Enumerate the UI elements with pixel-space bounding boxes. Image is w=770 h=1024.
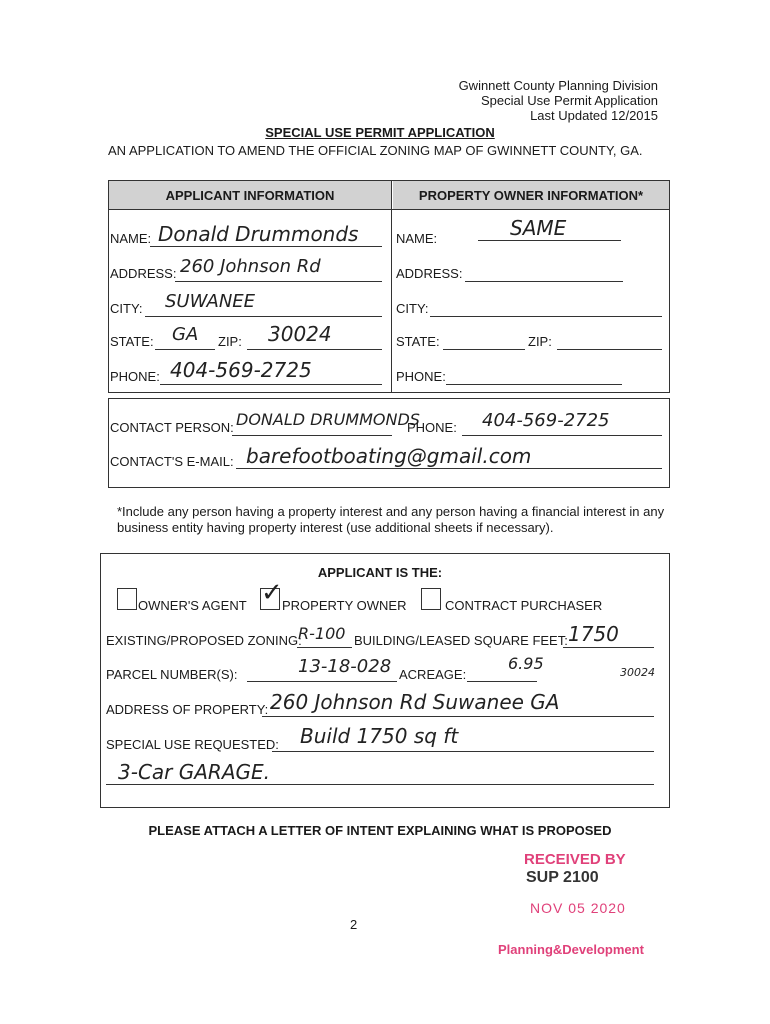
column-divider [391, 181, 392, 392]
owner-address-line[interactable] [465, 281, 623, 282]
footnote: *Include any person having a property interest and any person having a financial interest in any business entity having property interest (use additional sheets if necessary). [117, 504, 665, 535]
applicant-address-line [175, 281, 382, 282]
applicant-name-label: NAME: [110, 231, 152, 246]
applicant-state-value[interactable]: GA [172, 324, 199, 345]
owner-zip-line[interactable] [557, 349, 662, 350]
parcel-line [247, 681, 397, 682]
zoning-value[interactable]: R-100 [298, 624, 346, 643]
applicant-heading: APPLICANT INFORMATION [109, 181, 391, 209]
owner-name-line [478, 240, 621, 241]
applicant-is-heading: APPLICANT IS THE: [317, 565, 443, 580]
owner-city-label: CITY: [396, 301, 429, 316]
applicant-zip-value[interactable]: 30024 [268, 322, 332, 346]
acreage-label: ACREAGE: [399, 667, 467, 682]
owner-address-label: ADDRESS: [396, 266, 463, 281]
special-use-line-2 [106, 784, 654, 785]
zoning-label: EXISTING/PROPOSED ZONING: [106, 633, 302, 648]
contact-email-line [236, 468, 662, 469]
applicant-phone-label: PHONE: [110, 369, 160, 384]
parcel-value[interactable]: 13-18-028 [298, 656, 392, 677]
contact-phone-label: PHONE: [407, 420, 457, 435]
received-stamp: RECEIVED BY [524, 851, 626, 868]
special-use-line [272, 751, 654, 752]
owner-name-label: NAME: [396, 231, 438, 246]
contract-purchaser-checkbox[interactable] [421, 588, 441, 610]
applicant-address-value[interactable]: 260 Johnson Rd [180, 256, 321, 277]
acreage-line [467, 681, 537, 682]
special-use-value-2[interactable]: 3-Car GARAGE. [118, 760, 270, 784]
form-subtitle: AN APPLICATION TO AMEND THE OFFICIAL ZONING MAP OF GWINNETT COUNTY, GA. [108, 143, 643, 158]
property-address-label: ADDRESS OF PROPERTY: [106, 702, 269, 717]
contract-purchaser-label: CONTRACT PURCHASER [445, 598, 603, 613]
property-address-line [262, 716, 654, 717]
page-number: 2 [350, 917, 358, 932]
owner-city-line[interactable] [430, 316, 662, 317]
zoning-line [297, 647, 352, 648]
contact-email-label: CONTACT'S E-MAIL: [110, 454, 234, 469]
applicant-address-label: ADDRESS: [110, 266, 177, 281]
applicant-name-line [150, 246, 382, 247]
owner-phone-line[interactable] [446, 384, 622, 385]
owner-zip-label: ZIP: [528, 334, 552, 349]
contact-phone-value[interactable]: 404-569-2725 [482, 410, 610, 431]
owners-agent-checkbox[interactable] [117, 588, 137, 610]
check-mark-icon: ✓ [261, 578, 283, 608]
special-use-value-1[interactable]: Build 1750 sq ft [300, 724, 459, 748]
owner-state-label: STATE: [396, 334, 440, 349]
heading-divider [109, 209, 669, 210]
owner-heading: PROPERTY OWNER INFORMATION* [393, 181, 669, 209]
applicant-city-line [145, 316, 382, 317]
contact-email-value[interactable]: barefootboating@gmail.com [246, 444, 532, 468]
owner-name-value[interactable]: SAME [510, 216, 567, 240]
owner-phone-label: PHONE: [396, 369, 446, 384]
applicant-name-value[interactable]: Donald Drummonds [158, 222, 359, 246]
header-line-3: Last Updated 12/2015 [530, 108, 658, 123]
contact-person-line [232, 435, 392, 436]
applicant-zip-line [247, 349, 382, 350]
header-line-2: Special Use Permit Application [480, 93, 658, 108]
contact-phone-line [462, 435, 662, 436]
sqft-line [563, 647, 654, 648]
applicant-city-value[interactable]: SUWANEE [165, 291, 256, 312]
sqft-value[interactable]: 1750 [568, 622, 619, 646]
form-title: SPECIAL USE PERMIT APPLICATION [265, 125, 495, 140]
applicant-state-line [155, 349, 215, 350]
special-use-label: SPECIAL USE REQUESTED: [106, 737, 279, 752]
department-stamp: Planning&Development [498, 942, 644, 957]
contact-person-value[interactable]: DONALD DRUMMONDS [236, 410, 420, 429]
applicant-phone-line [160, 384, 382, 385]
applicant-state-label: STATE: [110, 334, 154, 349]
header-line-1: Gwinnett County Planning Division [458, 78, 658, 93]
acreage-value[interactable]: 6.95 [508, 654, 544, 673]
sup-stamp: SUP 2100 [526, 869, 599, 886]
date-stamp: NOV 05 2020 [530, 900, 626, 916]
property-address-value[interactable]: 260 Johnson Rd Suwanee GA [270, 690, 560, 714]
property-owner-label: PROPERTY OWNER [282, 598, 407, 613]
applicant-city-label: CITY: [110, 301, 143, 316]
acreage-zip-margin: 30024 [620, 666, 655, 679]
owners-agent-label: OWNER'S AGENT [138, 598, 247, 613]
contact-person-label: CONTACT PERSON: [110, 420, 234, 435]
attach-letter-note: PLEASE ATTACH A LETTER OF INTENT EXPLAINING WHAT IS PROPOSED [148, 823, 612, 838]
parcel-label: PARCEL NUMBER(S): [106, 667, 238, 682]
sqft-label: BUILDING/LEASED SQUARE FEET: [354, 633, 568, 648]
applicant-zip-label: ZIP: [218, 334, 242, 349]
applicant-phone-value[interactable]: 404-569-2725 [170, 358, 312, 382]
owner-state-line[interactable] [443, 349, 525, 350]
header-block [459, 78, 658, 123]
